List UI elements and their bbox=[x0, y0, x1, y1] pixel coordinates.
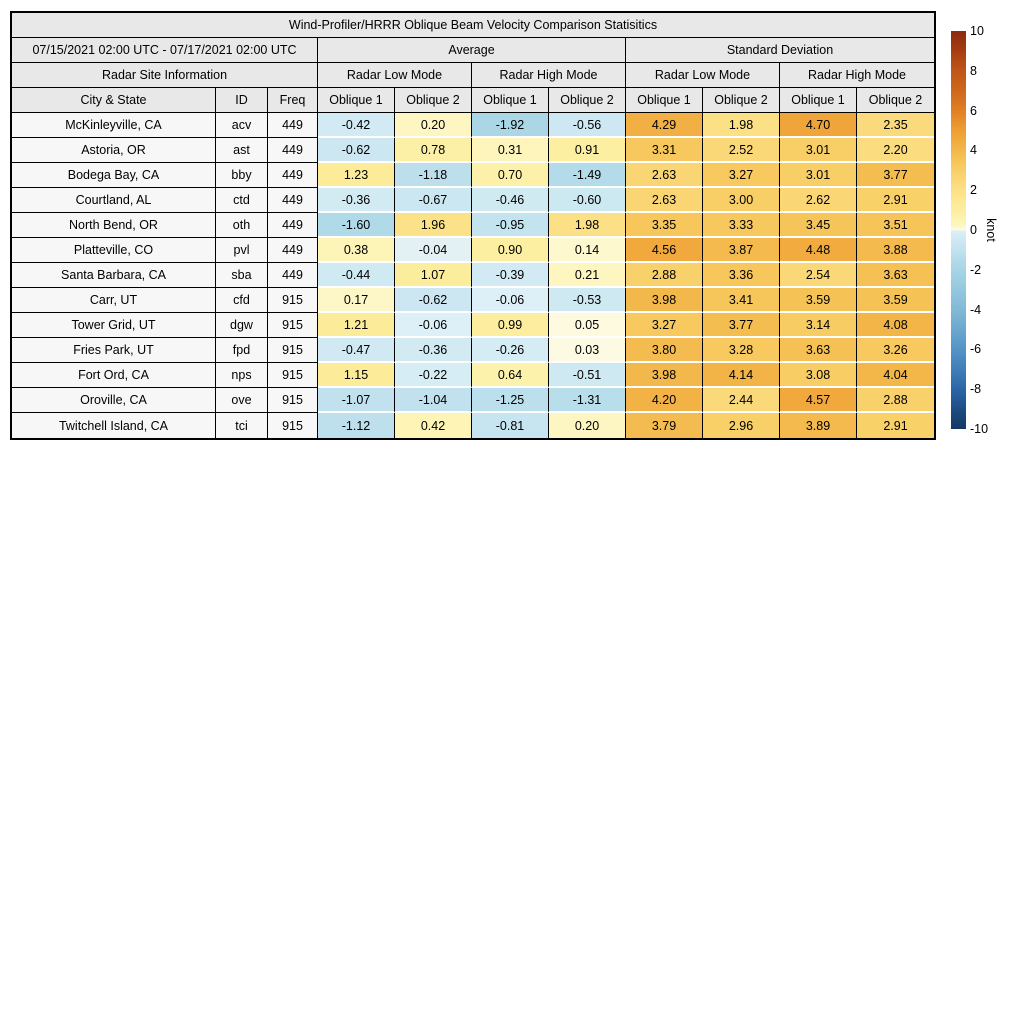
site-id-cell: cfd bbox=[216, 288, 268, 313]
site-id-cell: bby bbox=[216, 163, 268, 188]
city-state-cell: Fries Park, UT bbox=[12, 338, 216, 363]
value-cell: 0.99 bbox=[472, 313, 549, 338]
value-cell: 3.77 bbox=[703, 313, 780, 338]
value-cell: 3.63 bbox=[857, 263, 934, 288]
value-cell: 2.88 bbox=[857, 388, 934, 413]
title-row bbox=[12, 13, 934, 38]
city-state-cell: Twitchell Island, CA bbox=[12, 413, 216, 438]
value-cell: 3.98 bbox=[626, 288, 703, 313]
site-id-cell: tci bbox=[216, 413, 268, 438]
colorbar-gradient bbox=[951, 31, 966, 429]
table-row bbox=[12, 338, 934, 363]
value-cell: 0.70 bbox=[472, 163, 549, 188]
value-cell: 0.05 bbox=[549, 313, 626, 338]
freq-cell: 915 bbox=[268, 313, 318, 338]
value-cell: 3.77 bbox=[857, 163, 934, 188]
col-header-oblique1: Oblique 1 bbox=[780, 88, 857, 113]
value-cell: 4.48 bbox=[780, 238, 857, 263]
value-cell: -0.56 bbox=[549, 113, 626, 138]
std-low-mode-header: Radar Low Mode bbox=[626, 63, 780, 88]
col-header-oblique2: Oblique 2 bbox=[703, 88, 780, 113]
value-cell: 3.26 bbox=[857, 338, 934, 363]
freq-cell: 915 bbox=[268, 338, 318, 363]
value-cell: -0.60 bbox=[549, 188, 626, 213]
col-header-id: ID bbox=[216, 88, 268, 113]
city-state-cell: Bodega Bay, CA bbox=[12, 163, 216, 188]
site-info-header: Radar Site Information bbox=[12, 63, 318, 88]
value-cell: -0.39 bbox=[472, 263, 549, 288]
value-cell: 4.14 bbox=[703, 363, 780, 388]
value-cell: -0.53 bbox=[549, 288, 626, 313]
value-cell: -0.95 bbox=[472, 213, 549, 238]
value-cell: 4.20 bbox=[626, 388, 703, 413]
colorbar-tick-label: 8 bbox=[970, 63, 977, 78]
value-cell: 0.90 bbox=[472, 238, 549, 263]
value-cell: 0.64 bbox=[472, 363, 549, 388]
value-cell: 2.35 bbox=[857, 113, 934, 138]
colorbar-unit-label: knot bbox=[984, 218, 998, 242]
value-cell: 3.98 bbox=[626, 363, 703, 388]
value-cell: 2.44 bbox=[703, 388, 780, 413]
value-cell: 2.91 bbox=[857, 188, 934, 213]
value-cell: 4.29 bbox=[626, 113, 703, 138]
city-state-cell: North Bend, OR bbox=[12, 213, 216, 238]
value-cell: -0.44 bbox=[318, 263, 395, 288]
value-cell: -0.42 bbox=[318, 113, 395, 138]
value-cell: -1.18 bbox=[395, 163, 472, 188]
table-row bbox=[12, 413, 934, 438]
std-deviation-group-header: Standard Deviation bbox=[626, 38, 934, 63]
value-cell: -1.60 bbox=[318, 213, 395, 238]
value-cell: 0.21 bbox=[549, 263, 626, 288]
value-cell: 2.52 bbox=[703, 138, 780, 163]
freq-cell: 915 bbox=[268, 388, 318, 413]
freq-cell: 915 bbox=[268, 363, 318, 388]
col-header-city: City & State bbox=[12, 88, 216, 113]
freq-cell: 449 bbox=[268, 213, 318, 238]
value-cell: -0.36 bbox=[318, 188, 395, 213]
value-cell: 0.20 bbox=[549, 413, 626, 438]
value-cell: 0.78 bbox=[395, 138, 472, 163]
std-high-mode-header: Radar High Mode bbox=[780, 63, 934, 88]
colorbar-tick-label: -6 bbox=[970, 342, 982, 357]
colorbar-tick-label: -2 bbox=[970, 262, 982, 277]
value-cell: -0.36 bbox=[395, 338, 472, 363]
value-cell: 3.28 bbox=[703, 338, 780, 363]
value-cell: 3.36 bbox=[703, 263, 780, 288]
value-cell: -0.46 bbox=[472, 188, 549, 213]
value-cell: 3.27 bbox=[626, 313, 703, 338]
value-cell: 0.17 bbox=[318, 288, 395, 313]
value-cell: 2.63 bbox=[626, 188, 703, 213]
value-cell: 3.88 bbox=[857, 238, 934, 263]
average-group-header: Average bbox=[318, 38, 626, 63]
freq-cell: 449 bbox=[268, 263, 318, 288]
site-id-cell: oth bbox=[216, 213, 268, 238]
value-cell: 0.38 bbox=[318, 238, 395, 263]
table-row bbox=[12, 138, 934, 163]
value-cell: -1.31 bbox=[549, 388, 626, 413]
value-cell: 1.98 bbox=[703, 113, 780, 138]
value-cell: -0.06 bbox=[395, 313, 472, 338]
value-cell: 3.87 bbox=[703, 238, 780, 263]
value-cell: 1.21 bbox=[318, 313, 395, 338]
value-cell: 3.59 bbox=[780, 288, 857, 313]
value-cell: 1.15 bbox=[318, 363, 395, 388]
value-cell: 0.31 bbox=[472, 138, 549, 163]
value-cell: 4.57 bbox=[780, 388, 857, 413]
value-cell: 3.14 bbox=[780, 313, 857, 338]
table-row bbox=[12, 288, 934, 313]
col-header-oblique2: Oblique 2 bbox=[395, 88, 472, 113]
value-cell: 4.08 bbox=[857, 313, 934, 338]
value-cell: -0.04 bbox=[395, 238, 472, 263]
value-cell: 0.14 bbox=[549, 238, 626, 263]
freq-cell: 449 bbox=[268, 188, 318, 213]
value-cell: 3.27 bbox=[703, 163, 780, 188]
value-cell: 3.80 bbox=[626, 338, 703, 363]
site-id-cell: ctd bbox=[216, 188, 268, 213]
value-cell: 3.59 bbox=[857, 288, 934, 313]
table-row bbox=[12, 313, 934, 338]
avg-high-mode-header: Radar High Mode bbox=[472, 63, 626, 88]
value-cell: -1.12 bbox=[318, 413, 395, 438]
freq-cell: 915 bbox=[268, 288, 318, 313]
value-cell: -1.25 bbox=[472, 388, 549, 413]
city-state-cell: Fort Ord, CA bbox=[12, 363, 216, 388]
city-state-cell: Astoria, OR bbox=[12, 138, 216, 163]
value-cell: 4.70 bbox=[780, 113, 857, 138]
value-cell: 1.96 bbox=[395, 213, 472, 238]
site-id-cell: ast bbox=[216, 138, 268, 163]
freq-cell: 449 bbox=[268, 238, 318, 263]
site-id-cell: pvl bbox=[216, 238, 268, 263]
site-id-cell: fpd bbox=[216, 338, 268, 363]
table-row bbox=[12, 363, 934, 388]
value-cell: -0.67 bbox=[395, 188, 472, 213]
site-id-cell: dgw bbox=[216, 313, 268, 338]
value-cell: 3.79 bbox=[626, 413, 703, 438]
site-id-cell: nps bbox=[216, 363, 268, 388]
value-cell: 0.42 bbox=[395, 413, 472, 438]
value-cell: 3.45 bbox=[780, 213, 857, 238]
value-cell: 3.01 bbox=[780, 163, 857, 188]
city-state-cell: Courtland, AL bbox=[12, 188, 216, 213]
table-title: Wind-Profiler/HRRR Oblique Beam Velocity Comparison Statisitics bbox=[12, 13, 934, 38]
value-cell: 3.01 bbox=[780, 138, 857, 163]
city-state-cell: Santa Barbara, CA bbox=[12, 263, 216, 288]
table-row bbox=[12, 238, 934, 263]
value-cell: -1.07 bbox=[318, 388, 395, 413]
site-id-cell: ove bbox=[216, 388, 268, 413]
table-row bbox=[12, 188, 934, 213]
table-row bbox=[12, 388, 934, 413]
value-cell: -0.62 bbox=[395, 288, 472, 313]
value-cell: -0.51 bbox=[549, 363, 626, 388]
colorbar-tick-label: 10 bbox=[970, 24, 984, 38]
value-cell: 3.35 bbox=[626, 213, 703, 238]
value-cell: 2.62 bbox=[780, 188, 857, 213]
city-state-cell: Carr, UT bbox=[12, 288, 216, 313]
value-cell: 1.23 bbox=[318, 163, 395, 188]
col-header-freq: Freq bbox=[268, 88, 318, 113]
colorbar-tick-label: 4 bbox=[970, 143, 977, 158]
freq-cell: 449 bbox=[268, 163, 318, 188]
colorbar-tick-label: -4 bbox=[970, 302, 982, 317]
value-cell: -0.26 bbox=[472, 338, 549, 363]
city-state-cell: McKinleyville, CA bbox=[12, 113, 216, 138]
value-cell: 3.31 bbox=[626, 138, 703, 163]
city-state-cell: Oroville, CA bbox=[12, 388, 216, 413]
value-cell: -0.81 bbox=[472, 413, 549, 438]
value-cell: 1.98 bbox=[549, 213, 626, 238]
colorbar-tick-label: -8 bbox=[970, 382, 982, 397]
period-header: 07/15/2021 02:00 UTC - 07/17/2021 02:00 UTC bbox=[12, 38, 318, 63]
table-row bbox=[12, 113, 934, 138]
col-header-oblique1: Oblique 1 bbox=[626, 88, 703, 113]
colorbar-tick-label: 0 bbox=[970, 223, 977, 237]
value-cell: 3.00 bbox=[703, 188, 780, 213]
value-cell: 3.51 bbox=[857, 213, 934, 238]
freq-cell: 449 bbox=[268, 138, 318, 163]
value-cell: -0.06 bbox=[472, 288, 549, 313]
site-id-cell: sba bbox=[216, 263, 268, 288]
col-header-oblique1: Oblique 1 bbox=[472, 88, 549, 113]
value-cell: -0.62 bbox=[318, 138, 395, 163]
value-cell: 0.20 bbox=[395, 113, 472, 138]
value-cell: 0.91 bbox=[549, 138, 626, 163]
city-state-cell: Tower Grid, UT bbox=[12, 313, 216, 338]
column-header-row bbox=[12, 88, 934, 113]
value-cell: 3.41 bbox=[703, 288, 780, 313]
stats-table bbox=[10, 11, 936, 440]
freq-cell: 915 bbox=[268, 413, 318, 438]
col-header-oblique2: Oblique 2 bbox=[549, 88, 626, 113]
colorbar-tick-label: 2 bbox=[970, 183, 977, 198]
value-cell: 3.63 bbox=[780, 338, 857, 363]
value-cell: 2.88 bbox=[626, 263, 703, 288]
col-header-oblique1: Oblique 1 bbox=[318, 88, 395, 113]
value-cell: -0.47 bbox=[318, 338, 395, 363]
table-row bbox=[12, 213, 934, 238]
value-cell: 1.07 bbox=[395, 263, 472, 288]
table-row bbox=[12, 163, 934, 188]
freq-cell: 449 bbox=[268, 113, 318, 138]
value-cell: -1.04 bbox=[395, 388, 472, 413]
table-row bbox=[12, 263, 934, 288]
value-cell: 0.03 bbox=[549, 338, 626, 363]
value-cell: -1.49 bbox=[549, 163, 626, 188]
value-cell: 2.54 bbox=[780, 263, 857, 288]
colorbar-tick-label: 6 bbox=[970, 103, 977, 118]
value-cell: -0.22 bbox=[395, 363, 472, 388]
colorbar-tick-label: -10 bbox=[970, 422, 989, 436]
value-cell: 2.63 bbox=[626, 163, 703, 188]
group-header-row bbox=[12, 38, 934, 63]
value-cell: 2.91 bbox=[857, 413, 934, 438]
value-cell: 2.20 bbox=[857, 138, 934, 163]
value-cell: 3.33 bbox=[703, 213, 780, 238]
site-id-cell: acv bbox=[216, 113, 268, 138]
value-cell: -1.92 bbox=[472, 113, 549, 138]
value-cell: 4.04 bbox=[857, 363, 934, 388]
avg-low-mode-header: Radar Low Mode bbox=[318, 63, 472, 88]
value-cell: 4.56 bbox=[626, 238, 703, 263]
col-header-oblique2: Oblique 2 bbox=[857, 88, 934, 113]
mode-header-row bbox=[12, 63, 934, 88]
city-state-cell: Platteville, CO bbox=[12, 238, 216, 263]
value-cell: 2.96 bbox=[703, 413, 780, 438]
value-cell: 3.08 bbox=[780, 363, 857, 388]
value-cell: 3.89 bbox=[780, 413, 857, 438]
